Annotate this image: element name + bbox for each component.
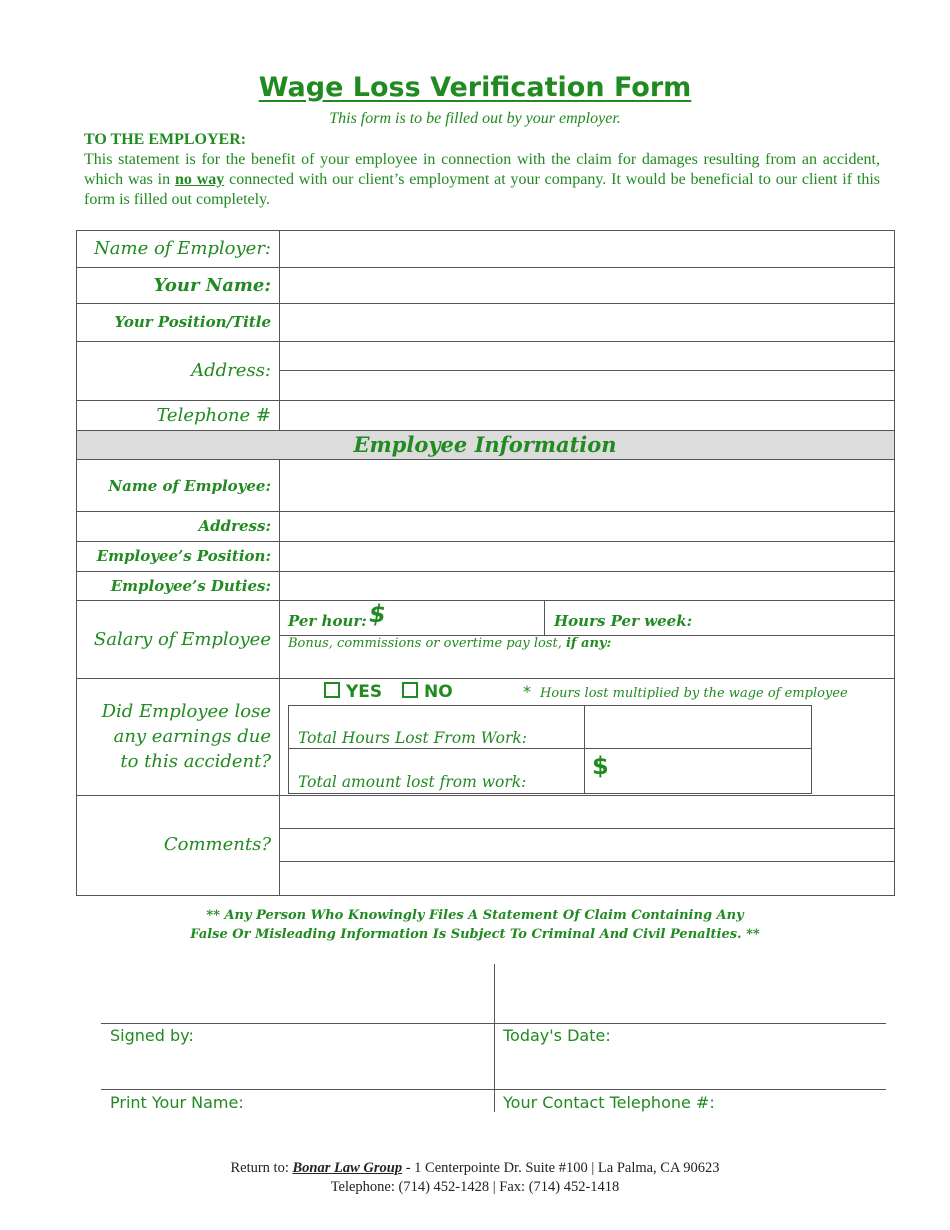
- firm-address: - 1 Centerpointe Dr. Suite #100 | La Palma, CA 90623: [402, 1160, 720, 1176]
- your-position-label: Your Position/Title: [114, 313, 271, 331]
- return-to-label: Return to:: [230, 1160, 289, 1176]
- your-name-label: Your Name:: [153, 275, 271, 296]
- employee-address-field[interactable]: [282, 513, 892, 539]
- name-of-employer-label: Name of Employer:: [94, 238, 271, 259]
- per-hour-dollar: $: [369, 600, 386, 628]
- todays-date-label: Today's Date:: [503, 1026, 611, 1045]
- form-subtitle: This form is to be filled out by your employer.: [329, 110, 621, 127]
- to-employer-heading: TO THE EMPLOYER:: [84, 131, 247, 148]
- your-name-field[interactable]: [282, 269, 892, 301]
- telephone-label: Telephone #: [156, 405, 271, 426]
- yes-label: YES: [346, 682, 383, 702]
- firm-name: Bonar Law Group: [292, 1160, 403, 1176]
- lose-earnings-label-1: Did Employee lose: [101, 701, 271, 722]
- lose-earnings-label-3: to this accident?: [120, 751, 271, 772]
- telephone-field[interactable]: [282, 402, 892, 428]
- employee-address-label: Address:: [198, 517, 271, 535]
- your-position-field[interactable]: [282, 305, 892, 339]
- hours-per-week-label: Hours Per week:: [554, 612, 693, 630]
- employee-position-label: Employee’s Position:: [96, 547, 271, 565]
- warning-line-2: False Or Misleading Information Is Subject To Criminal And Civil Penalties. **: [190, 927, 760, 942]
- warning-line-1: ** Any Person Who Knowingly Files A Statement Of Claim Containing Any: [206, 908, 744, 923]
- per-hour-label: Per hour:: [288, 612, 367, 630]
- footer-phone: Telephone: (714) 452-1428 | Fax: (714) 452-1418: [330, 1179, 620, 1195]
- bonus-line: [288, 636, 611, 651]
- no-label: NO: [424, 682, 453, 702]
- employee-information-heading: Employee Information: [353, 432, 617, 457]
- employee-duties-field[interactable]: [282, 573, 892, 598]
- hours-note: Hours lost multiplied by the wage of employee: [540, 686, 848, 701]
- total-amount-field[interactable]: [620, 750, 809, 791]
- total-amount-dollar: $: [592, 752, 609, 780]
- footer-return: [0, 1160, 950, 1177]
- note-star: *: [523, 682, 531, 701]
- bonus-text: Bonus, commissions or overtime pay lost,: [288, 636, 566, 651]
- total-hours-label: Total Hours Lost From Work:: [298, 729, 528, 747]
- comments-field[interactable]: [282, 797, 892, 893]
- salary-label: Salary of Employee: [93, 629, 271, 650]
- no-option[interactable]: [402, 682, 453, 702]
- contact-telephone-label: Your Contact Telephone #:: [503, 1093, 715, 1112]
- no-checkbox[interactable]: [402, 682, 418, 698]
- print-name-label: Print Your Name:: [110, 1093, 244, 1112]
- yes-option[interactable]: [324, 682, 382, 702]
- employer-address-field[interactable]: [282, 343, 892, 398]
- employer-address-label: Address:: [191, 360, 271, 381]
- employer-name-field[interactable]: [282, 232, 892, 265]
- total-hours-field[interactable]: [588, 707, 809, 746]
- intro-text-2: connected with our client’s employment at your company. It would be beneficial to our client if this form is filled out completely.: [84, 171, 880, 208]
- bonus-emphasis: if any:: [565, 636, 612, 651]
- yes-checkbox[interactable]: [324, 682, 340, 698]
- employee-position-field[interactable]: [282, 543, 892, 569]
- name-of-employee-label: Name of Employee:: [108, 477, 271, 495]
- intro-paragraph: [84, 150, 880, 210]
- comments-label: Comments?: [163, 834, 271, 855]
- employee-name-field[interactable]: [282, 461, 892, 509]
- intro-emphasis: no way: [174, 171, 225, 188]
- signed-by-label: Signed by:: [110, 1026, 194, 1045]
- lose-earnings-label-2: any earnings due: [113, 726, 271, 747]
- employee-duties-label: Employee’s Duties:: [110, 577, 271, 595]
- total-amount-label: Total amount lost from work:: [298, 773, 527, 791]
- intro-text-1: This statement is for the benefit of your employee in connection with the claim for damages resulting from an accident, which was in: [84, 151, 880, 188]
- form-title: Wage Loss Verification Form: [258, 72, 692, 103]
